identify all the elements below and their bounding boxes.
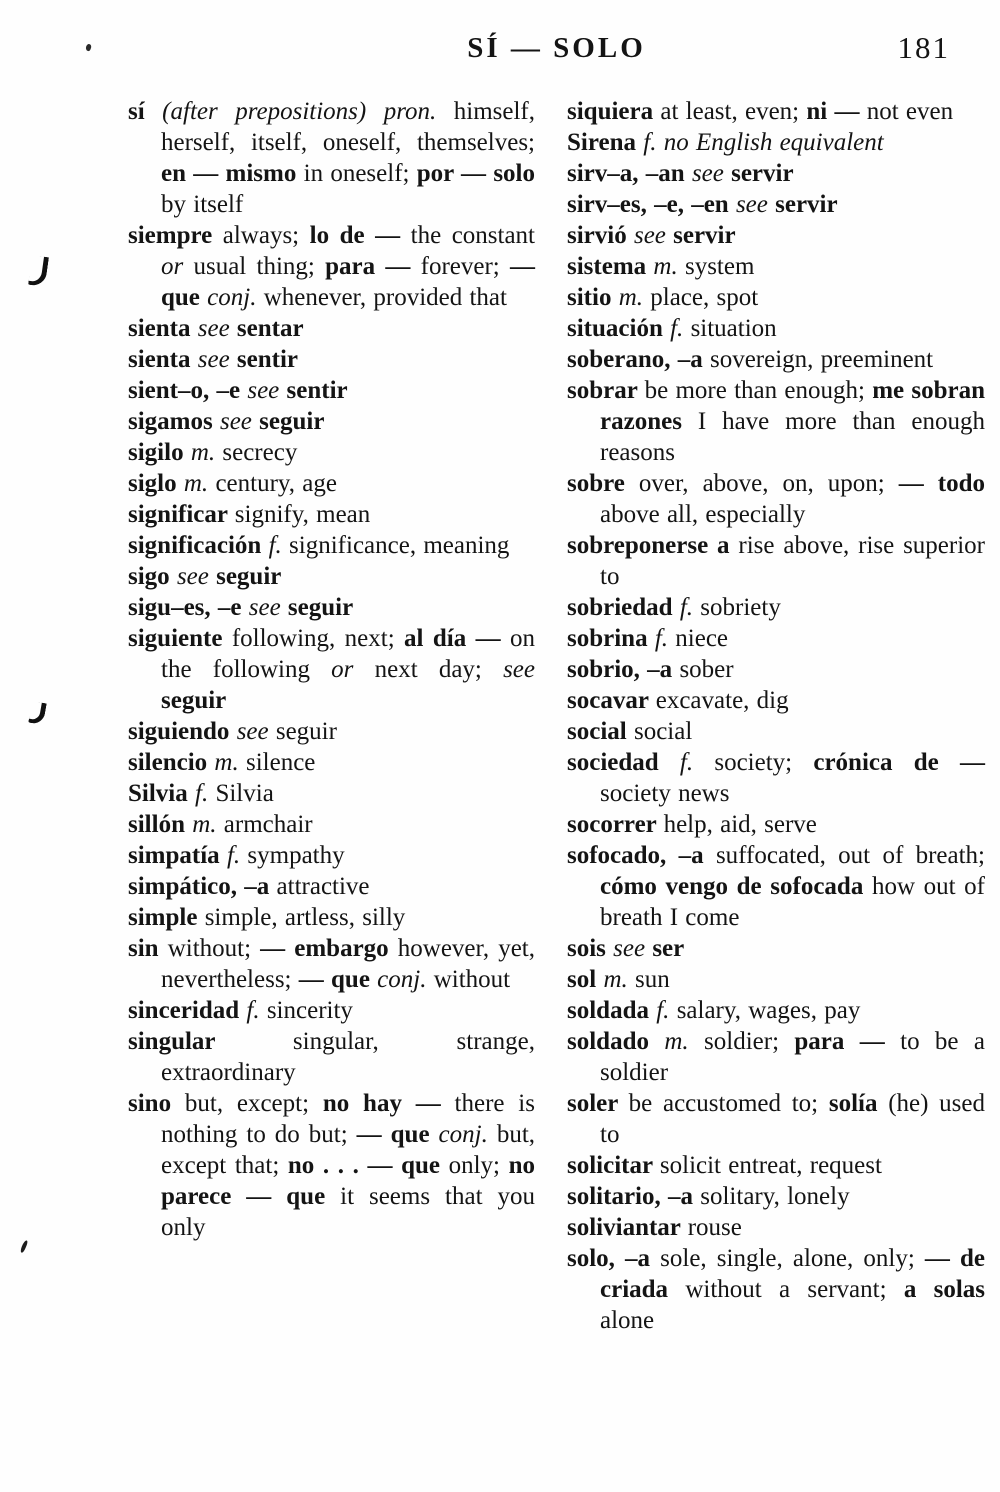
dictionary-entry: [128, 561, 535, 592]
page-number: 181: [897, 30, 950, 65]
text-run: — que: [298, 966, 378, 993]
text-run: sinceridad: [128, 997, 247, 1024]
dictionary-entry: [128, 530, 535, 561]
dictionary-entry: [567, 1181, 985, 1212]
text-run: no . . . — que: [287, 1152, 449, 1179]
text-run: m.: [664, 1028, 705, 1055]
text-run: however, yet, nevertheless;: [161, 935, 535, 993]
dictionary-entry: [567, 716, 985, 747]
text-run: sigamos: [128, 408, 220, 435]
text-run: usual thing;: [193, 253, 326, 280]
text-run: see: [219, 408, 260, 435]
dictionary-entry: [128, 840, 535, 871]
dictionary-entry: [567, 127, 985, 158]
text-run: next day;: [374, 656, 504, 683]
text-run: sociedad: [567, 749, 680, 776]
dictionary-entry: [567, 592, 985, 623]
text-run: simpatía: [128, 842, 227, 869]
text-run: sobriety: [700, 594, 781, 621]
text-run: see: [691, 160, 732, 187]
text-run: m.: [603, 966, 635, 993]
dictionary-entry: [567, 96, 985, 127]
text-run: see: [613, 935, 653, 962]
dictionary-entry: [567, 220, 985, 251]
dictionary-entry: [567, 623, 985, 654]
text-run: silencio: [128, 749, 215, 776]
text-run: sovereign, preeminent: [709, 346, 934, 373]
dictionary-entry: [128, 871, 535, 902]
dictionary-entry: [567, 933, 985, 964]
text-run: — de criada: [600, 1245, 985, 1303]
text-run: be accustomed to;: [628, 1090, 829, 1117]
text-run: (he) used to: [600, 1090, 986, 1148]
text-run: simple, artless, silly: [204, 904, 406, 931]
text-run: solía: [828, 1090, 889, 1117]
text-run: Silvia: [128, 780, 195, 807]
text-run: sentar: [236, 315, 304, 342]
text-run: siquiera: [567, 98, 661, 125]
dictionary-entry: [567, 1088, 985, 1150]
dictionary-entry: [128, 902, 535, 933]
text-run: soliviantar: [567, 1214, 688, 1241]
text-run: sobrina: [567, 625, 655, 652]
dictionary-entry: [567, 840, 985, 933]
text-run: f.: [679, 594, 701, 621]
text-run: system: [684, 253, 755, 280]
text-run: on the following: [161, 625, 535, 683]
text-run: (after prepositions) pron.: [162, 98, 454, 125]
text-run: or: [161, 253, 194, 280]
dictionary-entry: [128, 344, 535, 375]
text-run: signify, mean: [234, 501, 371, 528]
dictionary-entry: [128, 995, 535, 1026]
text-run: by itself: [161, 191, 244, 218]
text-run: sobre: [567, 470, 639, 497]
dictionary-entry: [567, 1150, 985, 1181]
dictionary-entry: [128, 313, 535, 344]
text-run: not even: [866, 98, 954, 125]
text-run: social: [633, 718, 693, 745]
text-run: Sirena: [567, 129, 644, 156]
text-run: sun: [635, 966, 670, 993]
text-run: f.: [226, 842, 248, 869]
text-run: — que: [161, 253, 535, 311]
text-run: always;: [222, 222, 310, 249]
text-run: be more than enough;: [644, 377, 873, 404]
text-run: servir: [673, 222, 736, 249]
text-run: no hay —: [322, 1090, 455, 1117]
dictionary-entry: [128, 375, 535, 406]
text-run: sirvió: [567, 222, 634, 249]
dictionary-entry: [128, 592, 535, 623]
text-run: ser: [652, 935, 685, 962]
dictionary-entry: [567, 1243, 985, 1336]
left-column: [128, 96, 535, 1336]
dictionary-entry: [567, 747, 985, 809]
text-run: but, except that;: [161, 1121, 536, 1179]
text-run: attractive: [276, 873, 370, 900]
text-run: conj.: [438, 1121, 497, 1148]
text-run: silence: [245, 749, 316, 776]
text-run: or: [331, 656, 375, 683]
dictionary-entry: [567, 282, 985, 313]
dictionary-entry: [567, 809, 985, 840]
text-run: m.: [618, 284, 651, 311]
dictionary-entry: [128, 499, 535, 530]
text-run: — embargo: [260, 935, 398, 962]
dictionary-entry: [128, 809, 535, 840]
text-run: sobriedad: [567, 594, 680, 621]
text-run: significance, meaning: [289, 532, 510, 559]
text-run: f.: [656, 997, 677, 1024]
text-run: in oneself;: [303, 160, 417, 187]
text-run: servir: [775, 191, 838, 218]
text-run: sirv–es, –e, –en: [567, 191, 736, 218]
text-run: without;: [167, 935, 261, 962]
dictionary-entry: [128, 437, 535, 468]
text-run: niece: [675, 625, 729, 652]
text-run: rise above, rise superior to: [600, 532, 986, 590]
text-run: sois: [567, 935, 614, 962]
text-run: without a servant;: [685, 1276, 904, 1303]
dictionary-entry: [567, 189, 985, 220]
dictionary-entry: [567, 1026, 985, 1088]
text-run: soldier;: [704, 1028, 795, 1055]
text-run: there is nothing to do but;: [161, 1090, 535, 1148]
dictionary-entry: [128, 778, 535, 809]
text-run: whenever, provided that: [263, 284, 507, 311]
text-run: sigu–es, –e: [128, 594, 249, 621]
text-run: seguir: [287, 594, 354, 621]
text-run: sienta: [128, 346, 198, 373]
text-run: seguir: [161, 687, 227, 714]
dictionary-entry: [567, 158, 985, 189]
text-run: sober: [679, 656, 734, 683]
text-run: socavar: [567, 687, 656, 714]
text-run: it seems that you only: [161, 1183, 535, 1241]
text-run: f.: [195, 780, 216, 807]
text-run: m.: [653, 253, 685, 280]
text-run: over, above, on, upon;: [638, 470, 899, 497]
text-run: alone: [600, 1307, 655, 1334]
text-run: conj.: [377, 966, 434, 993]
text-run: soler: [567, 1090, 629, 1117]
text-run: solitary, lonely: [700, 1183, 850, 1210]
text-run: significar: [128, 501, 235, 528]
text-run: see: [503, 656, 535, 683]
text-run: see: [247, 377, 287, 404]
text-run: siguiendo: [128, 718, 237, 745]
text-run: f.: [670, 315, 691, 342]
dictionary-entry: [567, 964, 985, 995]
text-run: excavate, dig: [655, 687, 789, 714]
text-columns: [0, 96, 1000, 1336]
text-run: siguiente: [128, 625, 232, 652]
text-run: forever;: [420, 253, 510, 280]
text-run: f.: [246, 997, 267, 1024]
dictionary-entry: [128, 623, 535, 716]
dictionary-entry: [567, 251, 985, 282]
text-run: servir: [731, 160, 794, 187]
dictionary-entry: [128, 1026, 535, 1088]
text-run: singular: [128, 1028, 293, 1055]
text-run: sino: [128, 1090, 185, 1117]
text-run: rouse: [687, 1214, 742, 1241]
text-run: en — mismo: [161, 160, 304, 187]
text-run: salary, wages, pay: [676, 997, 861, 1024]
text-run: society;: [714, 749, 814, 776]
text-run: seguir: [216, 563, 282, 590]
text-run: the constant: [410, 222, 536, 249]
text-run: por — solo: [416, 160, 535, 187]
text-run: society news: [600, 780, 730, 807]
dictionary-entry: [128, 716, 535, 747]
text-run: see: [633, 222, 674, 249]
dictionary-entry: [567, 344, 985, 375]
text-run: help, aid, serve: [663, 811, 817, 838]
text-run: para —: [325, 253, 421, 280]
text-run: sitio: [567, 284, 619, 311]
text-run: sobrar: [567, 377, 645, 404]
page-header: [0, 0, 1000, 72]
text-run: lo de —: [309, 222, 411, 249]
text-run: situación: [567, 315, 671, 342]
text-run: siglo: [128, 470, 184, 497]
text-run: armchair: [223, 811, 313, 838]
text-run: to be a soldier: [600, 1028, 985, 1086]
text-run: soberano, –a: [567, 346, 710, 373]
text-run: sistema: [567, 253, 654, 280]
text-run: socorrer: [567, 811, 664, 838]
text-run: sienta: [128, 315, 198, 342]
text-run: I have more than enough reasons: [600, 408, 986, 466]
text-run: secrecy: [222, 439, 298, 466]
running-head: SÍ — SOLO: [467, 32, 646, 64]
text-run: no parece — que: [161, 1152, 535, 1210]
dictionary-entry: [567, 313, 985, 344]
text-run: sincerity: [266, 997, 353, 1024]
text-run: al día —: [404, 625, 510, 652]
text-run: solo, –a: [567, 1245, 661, 1272]
dictionary-entry: [567, 685, 985, 716]
text-run: sofocado, –a: [567, 842, 716, 869]
text-run: — que: [356, 1121, 439, 1148]
text-run: f.: [679, 749, 715, 776]
dictionary-entry: [567, 995, 985, 1026]
text-run: simpático, –a: [128, 873, 277, 900]
text-run: sobrio, –a: [567, 656, 680, 683]
dictionary-entry: [128, 220, 535, 313]
text-run: century, age: [215, 470, 337, 497]
dictionary-entry: [128, 96, 535, 220]
dictionary-entry: [567, 375, 985, 468]
text-run: sympathy: [247, 842, 345, 869]
text-run: simple: [128, 904, 205, 931]
text-run: but, except;: [184, 1090, 323, 1117]
dictionary-entry: [128, 747, 535, 778]
dictionary-entry: [567, 468, 985, 530]
text-run: siempre: [128, 222, 223, 249]
text-run: sillón: [128, 811, 193, 838]
text-run: see: [248, 594, 288, 621]
text-run: para —: [794, 1028, 901, 1055]
text-run: f.: [654, 625, 676, 652]
text-run: soldada: [567, 997, 657, 1024]
text-run: — todo: [898, 470, 986, 497]
text-run: sirv–a, –an: [567, 160, 692, 187]
text-run: f. no English equivalent: [643, 129, 884, 156]
text-run: m.: [214, 749, 246, 776]
dictionary-entry: [128, 406, 535, 437]
text-run: solitario, –a: [567, 1183, 701, 1210]
text-run: social: [567, 718, 634, 745]
text-run: sí: [128, 98, 163, 125]
text-run: seguir: [275, 718, 337, 745]
text-run: without: [433, 966, 511, 993]
text-run: ni —: [806, 98, 867, 125]
text-run: how out of breath I come: [600, 873, 985, 931]
text-run: see: [236, 718, 276, 745]
text-run: m.: [190, 439, 223, 466]
text-run: cómo vengo de sofocada: [600, 873, 872, 900]
dictionary-entry: [128, 1088, 535, 1243]
dictionary-entry: [567, 1212, 985, 1243]
text-run: me sobran razones: [600, 377, 985, 435]
text-run: himself, herself, itself, oneself, themselves;: [161, 98, 535, 156]
text-run: a solas: [903, 1276, 985, 1303]
dictionary-entry: [128, 468, 535, 499]
text-run: above all, especially: [600, 501, 806, 528]
text-run: sobreponerse a: [567, 532, 739, 559]
text-run: suffocated, out of breath;: [715, 842, 986, 869]
text-run: see: [176, 563, 217, 590]
text-run: solicitar: [567, 1152, 660, 1179]
dictionary-entry: [128, 933, 535, 995]
text-run: significación: [128, 532, 269, 559]
dictionary-entry: [567, 654, 985, 685]
text-run: sentir: [236, 346, 299, 373]
text-run: place, spot: [650, 284, 759, 311]
text-run: soldado: [567, 1028, 665, 1055]
text-run: following, next;: [231, 625, 405, 652]
text-run: Silvia: [215, 780, 274, 807]
text-run: see: [197, 346, 237, 373]
text-run: sigo: [128, 563, 177, 590]
right-column: [567, 96, 985, 1336]
text-run: conj.: [207, 284, 264, 311]
text-run: solicit entreat, request: [659, 1152, 882, 1179]
text-run: m.: [183, 470, 216, 497]
text-run: sient–o, –e: [128, 377, 248, 404]
text-run: sol: [567, 966, 604, 993]
text-run: see: [735, 191, 776, 218]
text-run: crónica de —: [813, 749, 985, 776]
text-run: only;: [448, 1152, 509, 1179]
text-run: m.: [192, 811, 224, 838]
text-run: situation: [690, 315, 777, 342]
text-run: sole, single, alone, only;: [660, 1245, 925, 1272]
text-run: sentir: [286, 377, 348, 404]
text-run: seguir: [259, 408, 325, 435]
text-run: singular, strange, extraordinary: [161, 1028, 535, 1086]
text-run: sigilo: [128, 439, 191, 466]
text-run: sin: [128, 935, 168, 962]
text-run: see: [197, 315, 237, 342]
text-run: f.: [268, 532, 290, 559]
text-run: at least, even;: [660, 98, 807, 125]
dictionary-entry: [567, 530, 985, 592]
